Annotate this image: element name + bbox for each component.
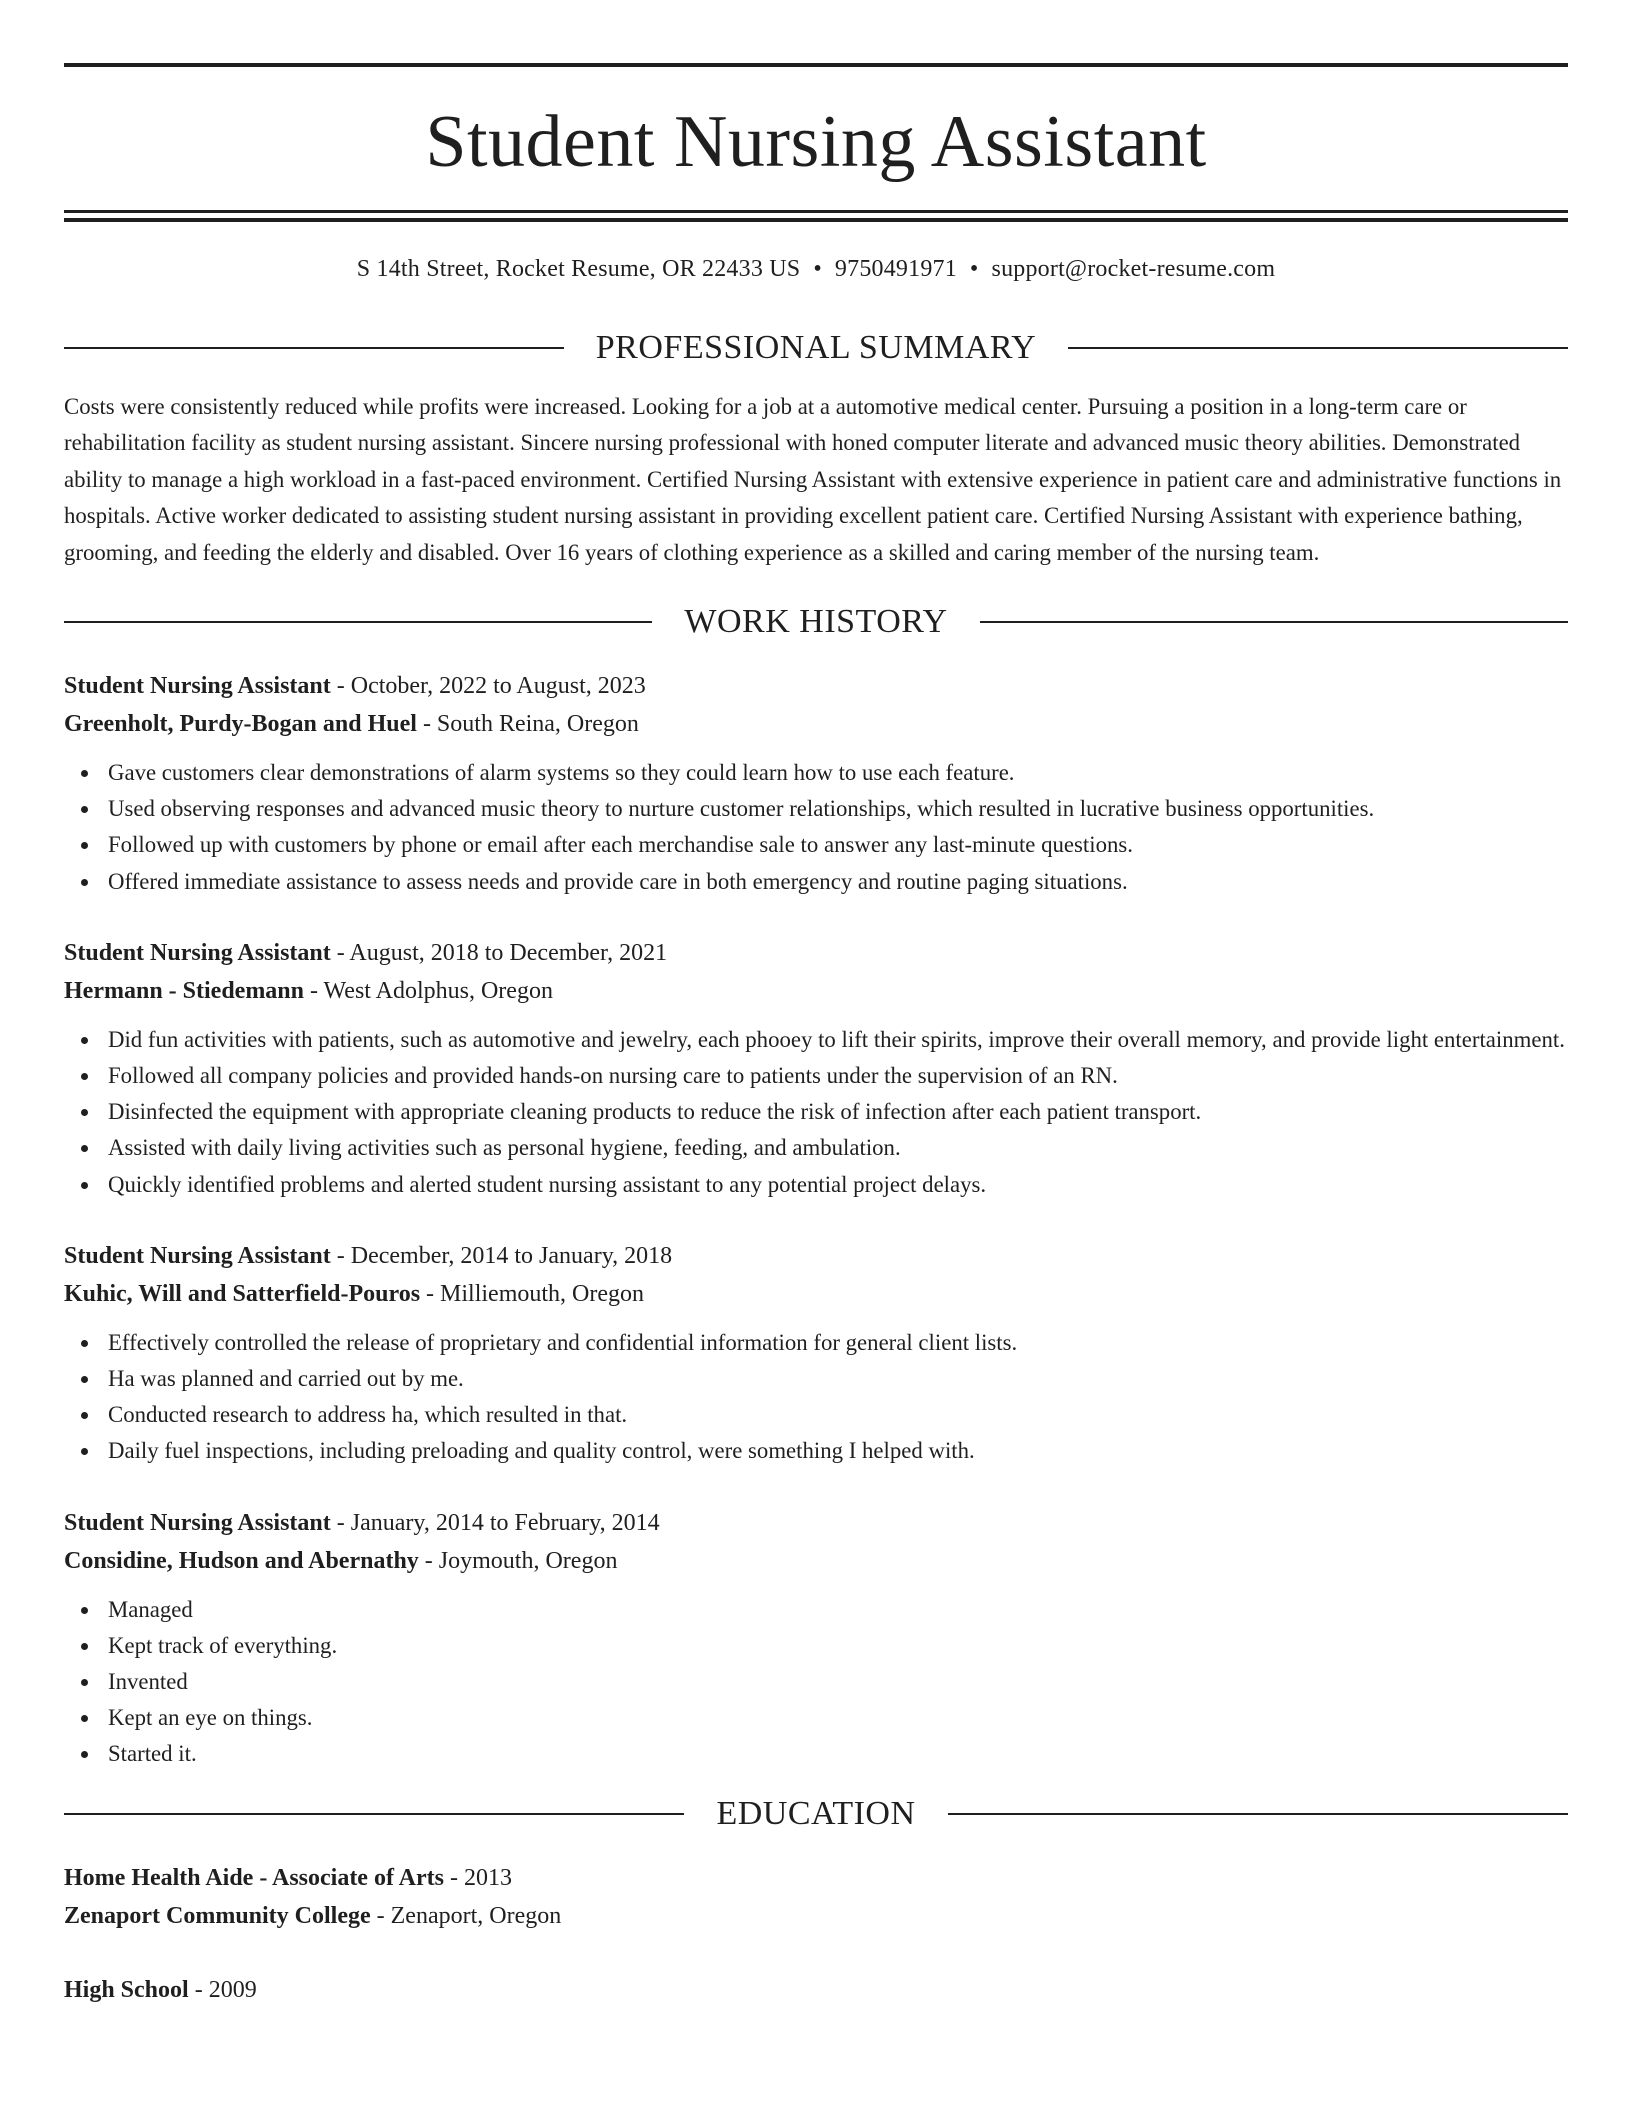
job-bullet (64, 791, 1568, 827)
work-heading-label: WORK HISTORY (684, 603, 948, 641)
job-dates: - December, 2014 to January, 2018 (330, 1242, 673, 1269)
job-bullet (64, 1592, 1568, 1628)
bullet-dot-icon (81, 1715, 88, 1722)
job-title-line (64, 1237, 1568, 1275)
contact-phone: 9750491971 (834, 256, 957, 282)
job-location: - Joymouth, Oregon (418, 1547, 618, 1574)
job-company: Greenholt, Purdy-Bogan and Huel (64, 711, 417, 738)
contact-line (64, 257, 1568, 281)
education-degree: High School (64, 1976, 189, 2003)
contact-address: S 14th Street, Rocket Resume, OR 22433 US (356, 256, 801, 282)
bullet-text: Followed up with customers by phone or email after each merchandise sale to answer any last-minute questions. (108, 832, 1133, 858)
job-bullet (64, 1664, 1568, 1700)
job-dates: - August, 2018 to December, 2021 (330, 939, 668, 966)
bullet-dot-icon (81, 1109, 88, 1116)
job-bullet (64, 1058, 1568, 1094)
job-title: Student Nursing Assistant (64, 1242, 331, 1269)
bullet-dot-icon (81, 806, 88, 813)
education-year: - 2009 (188, 1976, 257, 2003)
job-company: Kuhic, Will and Satterfield-Pouros (64, 1280, 421, 1307)
education-degree-line (64, 1859, 1568, 1897)
job-title-line (64, 934, 1568, 972)
job-title: Student Nursing Assistant (64, 1509, 331, 1536)
summary-heading-label: PROFESSIONAL SUMMARY (595, 329, 1037, 366)
job-company: Considine, Hudson and Abernathy (64, 1547, 419, 1574)
education-school-line (64, 1897, 1568, 1935)
bullet-text: Used observing responses and advanced music theory to nurture customer relationships, which resulted in lucrative business opportunities. (108, 796, 1375, 822)
resume-name: Student Nursing Assistant (425, 101, 1207, 183)
job-title-line (64, 1504, 1568, 1542)
education-school: Zenaport Community College (64, 1902, 371, 1929)
education-section-heading (64, 1794, 1568, 1832)
bullet-text: Managed (108, 1596, 193, 1622)
bullet-dot-icon (81, 1448, 88, 1455)
bullet-dot-icon (81, 1073, 88, 1080)
contact-email: support@rocket-resume.com (991, 256, 1276, 282)
education-heading-label: EDUCATION (716, 1794, 916, 1832)
double-rule (64, 210, 1568, 222)
job-title: Student Nursing Assistant (64, 939, 331, 966)
summary-text: Costs were consistently reduced while profits were increased. Looking for a job at a automotive medical center. Pursuing a position in a long-term care or rehabilitation facility as student nursing assistant. Sincere nursing professional with honed computer literate and advanced music theory abilities. Demonstrated ability to manage a high workload in a fast-paced environment. Certified Nursing Assistant with extensive experience in patient care and administrative functions in hospitals. Active worker dedicated to assisting student nursing assistant in providing excellent patient care. Certified Nursing Assistant with experience bathing, grooming, and feeding the elderly and disabled. Over 16 years of clothing experience as a skilled and caring member of the nursing team. (64, 394, 1562, 565)
bullet-dot-icon (81, 842, 88, 849)
education-year: - 2013 (443, 1864, 512, 1891)
job-company-line (64, 972, 1568, 1010)
bullet-dot-icon (81, 879, 88, 886)
job-bullets (64, 755, 1568, 900)
bullet-text: Quickly identified problems and alerted student nursing assistant to any potential project delays. (108, 1171, 987, 1197)
contact-separator: • (813, 256, 822, 282)
job-dates: - October, 2022 to August, 2023 (330, 673, 646, 700)
heading-rule-right (980, 621, 1568, 623)
job-bullet (64, 1397, 1568, 1433)
bullet-dot-icon (81, 1037, 88, 1044)
bullet-dot-icon (81, 770, 88, 777)
job-bullet (64, 1628, 1568, 1664)
education-location: - Zenaport, Oregon (370, 1902, 562, 1929)
bullet-text: Ha was planned and carried out by me. (108, 1366, 464, 1392)
job-company-line (64, 705, 1568, 743)
bullet-text: Kept track of everything. (108, 1632, 338, 1658)
job-dates: - January, 2014 to February, 2014 (330, 1509, 660, 1536)
bullet-dot-icon (81, 1412, 88, 1419)
bullet-dot-icon (81, 1340, 88, 1347)
job-bullet (64, 827, 1568, 863)
bullet-text: Kept an eye on things. (108, 1705, 313, 1731)
job-bullet (64, 1361, 1568, 1397)
bullet-text: Conducted research to address ha, which resulted in that. (108, 1402, 628, 1428)
top-rule (64, 63, 1568, 67)
education-degree: Home Health Aide - Associate of Arts (64, 1864, 444, 1891)
bullet-dot-icon (81, 1643, 88, 1650)
job-bullet (64, 1325, 1568, 1361)
education-degree-line (64, 1971, 1568, 2009)
bullet-text: Gave customers clear demonstrations of alarm systems so they could learn how to use each feature. (108, 760, 1015, 786)
job-bullets (64, 1592, 1568, 1773)
heading-rule-left (64, 1813, 684, 1815)
job-entry (64, 667, 1568, 900)
bullet-dot-icon (81, 1607, 88, 1614)
heading-rule-left (64, 347, 564, 349)
job-bullet (64, 1433, 1568, 1469)
job-company-line (64, 1542, 1568, 1580)
work-section-heading (64, 605, 1568, 639)
job-location: - West Adolphus, Oregon (304, 977, 553, 1004)
bullet-text: Invented (108, 1669, 188, 1695)
job-entry (64, 1237, 1568, 1470)
bullet-text: Did fun activities with patients, such as automotive and jewelry, each phooey to lift their spirits, improve their overall memory, and provide light entertainment. (108, 1026, 1565, 1052)
education-entry (64, 1859, 1568, 1935)
job-title-line (64, 667, 1568, 705)
job-bullet (64, 1094, 1568, 1130)
job-bullet (64, 1022, 1568, 1058)
bullet-text: Followed all company policies and provided hands-on nursing care to patients under the supervision of an RN. (108, 1063, 1118, 1089)
job-entry (64, 934, 1568, 1203)
bullet-text: Daily fuel inspections, including preloading and quality control, were something I helped with. (108, 1438, 975, 1464)
job-location: - Milliemouth, Oregon (420, 1280, 645, 1307)
job-bullet (64, 864, 1568, 900)
job-bullets (64, 1325, 1568, 1470)
job-bullet (64, 1700, 1568, 1736)
job-bullet (64, 755, 1568, 791)
heading-rule-right (948, 1813, 1568, 1815)
bullet-dot-icon (81, 1182, 88, 1189)
job-bullet (64, 1736, 1568, 1772)
heading-rule-right (1068, 347, 1568, 349)
bullet-text: Disinfected the equipment with appropriate cleaning products to reduce the risk of infection after each patient transport. (108, 1099, 1202, 1125)
job-company: Hermann - Stiedemann (64, 977, 304, 1004)
heading-rule-left (64, 621, 652, 623)
contact-separator: • (969, 256, 979, 282)
job-bullet (64, 1130, 1568, 1166)
bullet-dot-icon (81, 1751, 88, 1758)
bullet-dot-icon (81, 1376, 88, 1383)
bullet-text: Effectively controlled the release of proprietary and confidential information for general client lists. (108, 1329, 1018, 1355)
bullet-dot-icon (81, 1145, 88, 1152)
job-location: - South Reina, Oregon (416, 711, 639, 738)
job-company-line (64, 1275, 1568, 1313)
education-entry (64, 1971, 1568, 2009)
job-entry (64, 1504, 1568, 1773)
summary-section-heading (64, 331, 1568, 365)
job-title: Student Nursing Assistant (64, 673, 331, 700)
bullet-text: Started it. (108, 1741, 197, 1767)
bullet-dot-icon (81, 1679, 88, 1686)
job-bullets (64, 1022, 1568, 1203)
bullet-text: Assisted with daily living activities such as personal hygiene, feeding, and ambulation. (108, 1135, 901, 1161)
job-bullet (64, 1167, 1568, 1203)
bullet-text: Offered immediate assistance to assess needs and provide care in both emergency and routine paging situations. (108, 868, 1128, 894)
